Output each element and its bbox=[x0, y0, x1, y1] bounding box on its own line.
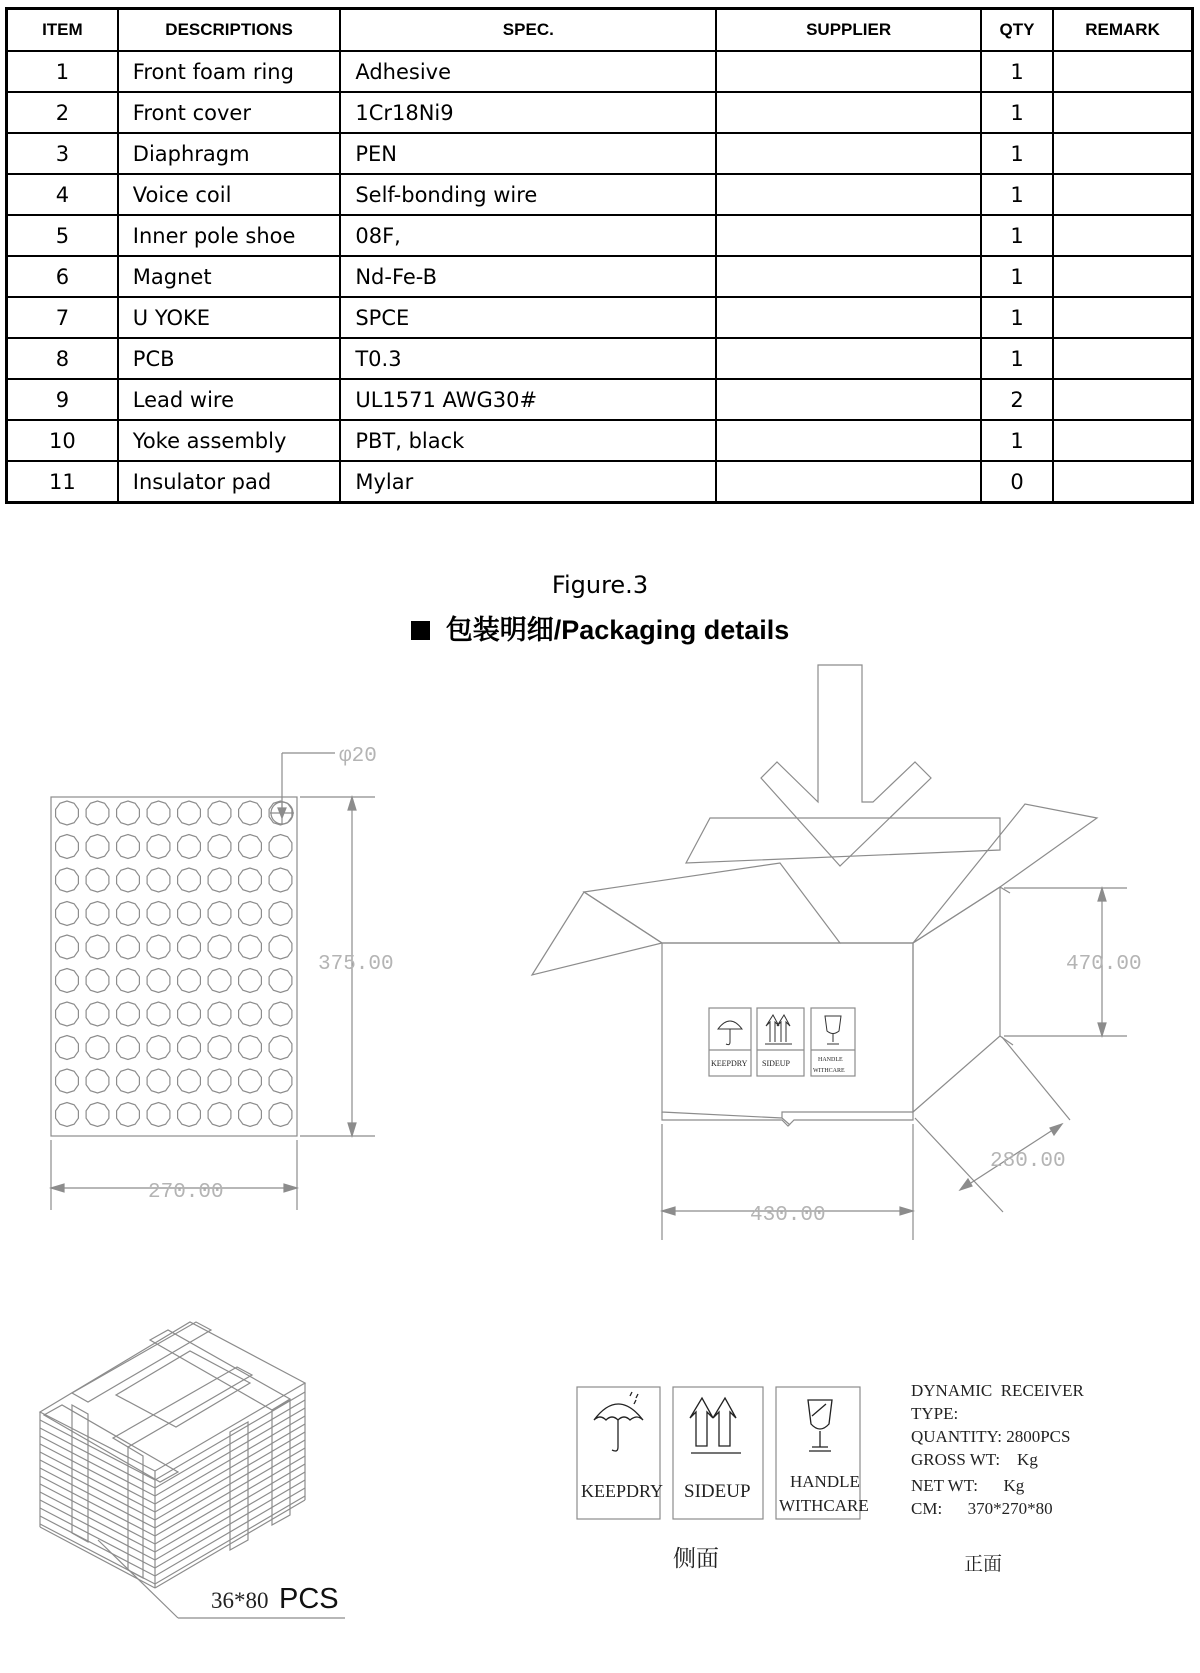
carton-right-flap bbox=[913, 804, 1097, 943]
tray-hole bbox=[269, 935, 292, 959]
cell-item: 9 bbox=[7, 379, 118, 420]
section-title: 包装明细/Packaging details bbox=[445, 615, 790, 645]
tray-hole bbox=[208, 1036, 231, 1060]
tray-hole bbox=[117, 868, 140, 892]
cell-description: Inner pole shoe bbox=[118, 215, 341, 256]
tray-hole-grid bbox=[56, 801, 292, 1127]
tray-hole bbox=[178, 1103, 201, 1127]
tray-hole bbox=[147, 1036, 170, 1060]
cell-spec: Adhesive bbox=[340, 51, 716, 92]
cell-item: 4 bbox=[7, 174, 118, 215]
tray-hole bbox=[147, 835, 170, 859]
tray-hole bbox=[86, 1103, 109, 1127]
tray-hole bbox=[147, 935, 170, 959]
tray-hole bbox=[208, 801, 231, 825]
tray-hole bbox=[117, 902, 140, 926]
cell-spec: Self-bonding wire bbox=[340, 174, 716, 215]
tray-hole bbox=[239, 868, 262, 892]
cell-spec: PEN bbox=[340, 133, 716, 174]
cell-description: Front foam ring bbox=[118, 51, 341, 92]
tray-hole bbox=[178, 835, 201, 859]
tray-drawing bbox=[51, 753, 375, 1210]
label-quantity-line: QUANTITY: 2800PCS bbox=[911, 1427, 1071, 1446]
tray-hole bbox=[86, 935, 109, 959]
mini-glass-icon bbox=[825, 1016, 841, 1044]
label-product-line: DYNAMIC RECEIVER bbox=[911, 1381, 1084, 1400]
tray-hole bbox=[147, 1002, 170, 1026]
cell-spec: SPCE bbox=[340, 297, 716, 338]
tray-hole bbox=[86, 1069, 109, 1093]
tray-hole bbox=[117, 1036, 140, 1060]
cell-item: 10 bbox=[7, 420, 118, 461]
cell-item: 5 bbox=[7, 215, 118, 256]
tray-hole bbox=[56, 1103, 79, 1127]
cell-description: Magnet bbox=[118, 256, 341, 297]
carton-width-label: 430.00 bbox=[750, 1204, 826, 1227]
stack-layer-line bbox=[40, 1432, 305, 1520]
sideup-label: SIDEUP bbox=[684, 1481, 751, 1502]
cell-item: 3 bbox=[7, 133, 118, 174]
tray-hole bbox=[86, 835, 109, 859]
tray-hole bbox=[208, 935, 231, 959]
tray-hole bbox=[86, 868, 109, 892]
tray-hole bbox=[269, 969, 292, 993]
tray-width-label: 270.00 bbox=[148, 1181, 224, 1204]
tray-hole bbox=[147, 1103, 170, 1127]
stack-unit-label: PCS bbox=[279, 1583, 339, 1615]
tray-hole bbox=[208, 969, 231, 993]
cell-qty: 1 bbox=[981, 256, 1053, 297]
cell-description: Yoke assembly bbox=[118, 420, 341, 461]
withcare-label: WITHCARE bbox=[779, 1496, 869, 1515]
tray-hole bbox=[117, 1069, 140, 1093]
tray-hole bbox=[86, 902, 109, 926]
tray-height-label: 375.00 bbox=[318, 953, 394, 976]
tray-hole bbox=[208, 1103, 231, 1127]
tray-hole bbox=[56, 1036, 79, 1060]
mini-sideup-label: SIDEUP bbox=[762, 1059, 791, 1068]
tray-hole bbox=[178, 935, 201, 959]
cell-qty: 0 bbox=[981, 461, 1053, 503]
tray-hole bbox=[239, 801, 262, 825]
tray-hole bbox=[147, 868, 170, 892]
header-remark: REMARK bbox=[1053, 9, 1192, 52]
cell-spec: UL1571 AWG30# bbox=[340, 379, 716, 420]
label-net-weight-line: NET WT: Kg bbox=[911, 1476, 1025, 1495]
tray-hole bbox=[86, 1002, 109, 1026]
tray-hole bbox=[269, 1069, 292, 1093]
tray-hole bbox=[208, 902, 231, 926]
tray-hole bbox=[147, 969, 170, 993]
side-caption: 侧面 bbox=[673, 1546, 719, 1571]
stack-layer-line bbox=[40, 1424, 305, 1512]
cell-description: Front cover bbox=[118, 92, 341, 133]
cell-item: 1 bbox=[7, 51, 118, 92]
cell-item: 7 bbox=[7, 297, 118, 338]
cell-spec: PBT, black bbox=[340, 420, 716, 461]
cell-spec: Mylar bbox=[340, 461, 716, 503]
tray-hole bbox=[147, 1069, 170, 1093]
cell-spec: 08F, bbox=[340, 215, 716, 256]
mini-handle-label: HANDLE bbox=[818, 1057, 843, 1063]
cell-qty: 1 bbox=[981, 92, 1053, 133]
tray-hole bbox=[117, 1103, 140, 1127]
carton-depth-label: 280.00 bbox=[990, 1150, 1066, 1173]
tray-hole bbox=[56, 801, 79, 825]
tray-hole bbox=[117, 1002, 140, 1026]
cell-item: 11 bbox=[7, 461, 118, 503]
tray-hole bbox=[178, 1069, 201, 1093]
tray-hole bbox=[208, 835, 231, 859]
cell-description: Lead wire bbox=[118, 379, 341, 420]
tray-hole bbox=[178, 868, 201, 892]
tray-hole bbox=[117, 969, 140, 993]
cell-qty: 1 bbox=[981, 215, 1053, 256]
tray-hole bbox=[269, 835, 292, 859]
cell-spec: T0.3 bbox=[340, 338, 716, 379]
tray-hole bbox=[208, 1002, 231, 1026]
tray-hole bbox=[86, 1036, 109, 1060]
front-caption: 正面 bbox=[964, 1554, 1003, 1575]
big-down-arrow-icon bbox=[761, 665, 931, 866]
tray-hole bbox=[239, 935, 262, 959]
stacked-trays-drawing bbox=[40, 1322, 345, 1618]
cell-spec: Nd-Fe-B bbox=[340, 256, 716, 297]
stack-quantity-label: 36*80 bbox=[211, 1588, 269, 1613]
tray-hole bbox=[269, 868, 292, 892]
tray-hole bbox=[269, 1002, 292, 1026]
tray-hole bbox=[56, 1069, 79, 1093]
mini-umbrella-icon bbox=[718, 1021, 742, 1045]
tray-hole bbox=[178, 1002, 201, 1026]
tray-hole bbox=[239, 1069, 262, 1093]
cell-description: PCB bbox=[118, 338, 341, 379]
carton-side-face bbox=[913, 887, 1000, 1112]
rain-drops-icon bbox=[630, 1392, 638, 1404]
tray-hole bbox=[86, 801, 109, 825]
cell-item: 8 bbox=[7, 338, 118, 379]
tray-hole bbox=[269, 1036, 292, 1060]
tray-hole bbox=[56, 868, 79, 892]
label-dimensions-line: CM: 370*270*80 bbox=[911, 1499, 1053, 1518]
figure-caption: Figure.3 bbox=[551, 571, 649, 599]
cell-qty: 1 bbox=[981, 297, 1053, 338]
tray-hole bbox=[117, 801, 140, 825]
mini-withcare-label: WITHCARE bbox=[813, 1068, 845, 1074]
tray-hole bbox=[56, 835, 79, 859]
cell-qty: 2 bbox=[981, 379, 1053, 420]
tray-hole bbox=[239, 1103, 262, 1127]
tray-hole bbox=[208, 868, 231, 892]
mini-keepdry-label: KEEPDRY bbox=[711, 1059, 748, 1068]
cell-item: 2 bbox=[7, 92, 118, 133]
cell-item: 6 bbox=[7, 256, 118, 297]
cell-description: U YOKE bbox=[118, 297, 341, 338]
tray-hole bbox=[56, 1002, 79, 1026]
stack-layer-line bbox=[40, 1416, 305, 1504]
tray-hole bbox=[147, 902, 170, 926]
mini-up-arrows-icon bbox=[765, 1015, 792, 1044]
tray-hole bbox=[86, 969, 109, 993]
tray-hole bbox=[178, 801, 201, 825]
cell-spec: 1Cr18Ni9 bbox=[340, 92, 716, 133]
fragile-glass-icon bbox=[808, 1400, 832, 1451]
label-type-line: TYPE: bbox=[911, 1404, 959, 1423]
header-supplier: SUPPLIER bbox=[716, 9, 981, 52]
tray-hole bbox=[117, 935, 140, 959]
header-item: ITEM bbox=[7, 9, 118, 52]
tray-hole bbox=[208, 1069, 231, 1093]
stack-layer-line bbox=[40, 1440, 305, 1528]
keepdry-label: KEEPDRY bbox=[581, 1481, 664, 1501]
cell-qty: 1 bbox=[981, 420, 1053, 461]
tray-hole bbox=[56, 935, 79, 959]
tray-hole bbox=[178, 902, 201, 926]
tray-hole bbox=[147, 801, 170, 825]
carton-left-flap bbox=[532, 892, 662, 975]
tray-hole bbox=[56, 902, 79, 926]
cell-qty: 1 bbox=[981, 174, 1053, 215]
carton-front-face bbox=[662, 943, 913, 1125]
header-spec: SPEC. bbox=[340, 9, 716, 52]
tray-hole bbox=[239, 1002, 262, 1026]
tray-hole bbox=[56, 969, 79, 993]
tray-hole bbox=[178, 1036, 201, 1060]
up-arrows-icon bbox=[690, 1398, 741, 1453]
cell-description: Insulator pad bbox=[118, 461, 341, 503]
tray-hole bbox=[269, 902, 292, 926]
tray-hole bbox=[239, 969, 262, 993]
tray-hole bbox=[239, 835, 262, 859]
tray-hole bbox=[239, 1036, 262, 1060]
carton-height-label: 470.00 bbox=[1066, 953, 1142, 976]
cell-description: Voice coil bbox=[118, 174, 341, 215]
label-gross-weight-line: GROSS WT: Kg bbox=[911, 1450, 1038, 1469]
tray-hole bbox=[117, 835, 140, 859]
hole-diameter-label: φ20 bbox=[339, 745, 377, 768]
umbrella-icon bbox=[594, 1404, 643, 1451]
cell-qty: 1 bbox=[981, 51, 1053, 92]
handle-label: HANDLE bbox=[790, 1472, 860, 1491]
cell-qty: 1 bbox=[981, 133, 1053, 174]
tray-hole bbox=[239, 902, 262, 926]
tray-hole bbox=[269, 1103, 292, 1127]
header-descriptions: DESCRIPTIONS bbox=[118, 9, 341, 52]
header-qty: QTY bbox=[981, 9, 1053, 52]
cell-qty: 1 bbox=[981, 338, 1053, 379]
cell-description: Diaphragm bbox=[118, 133, 341, 174]
tray-outline bbox=[51, 797, 297, 1136]
tray-hole bbox=[178, 969, 201, 993]
